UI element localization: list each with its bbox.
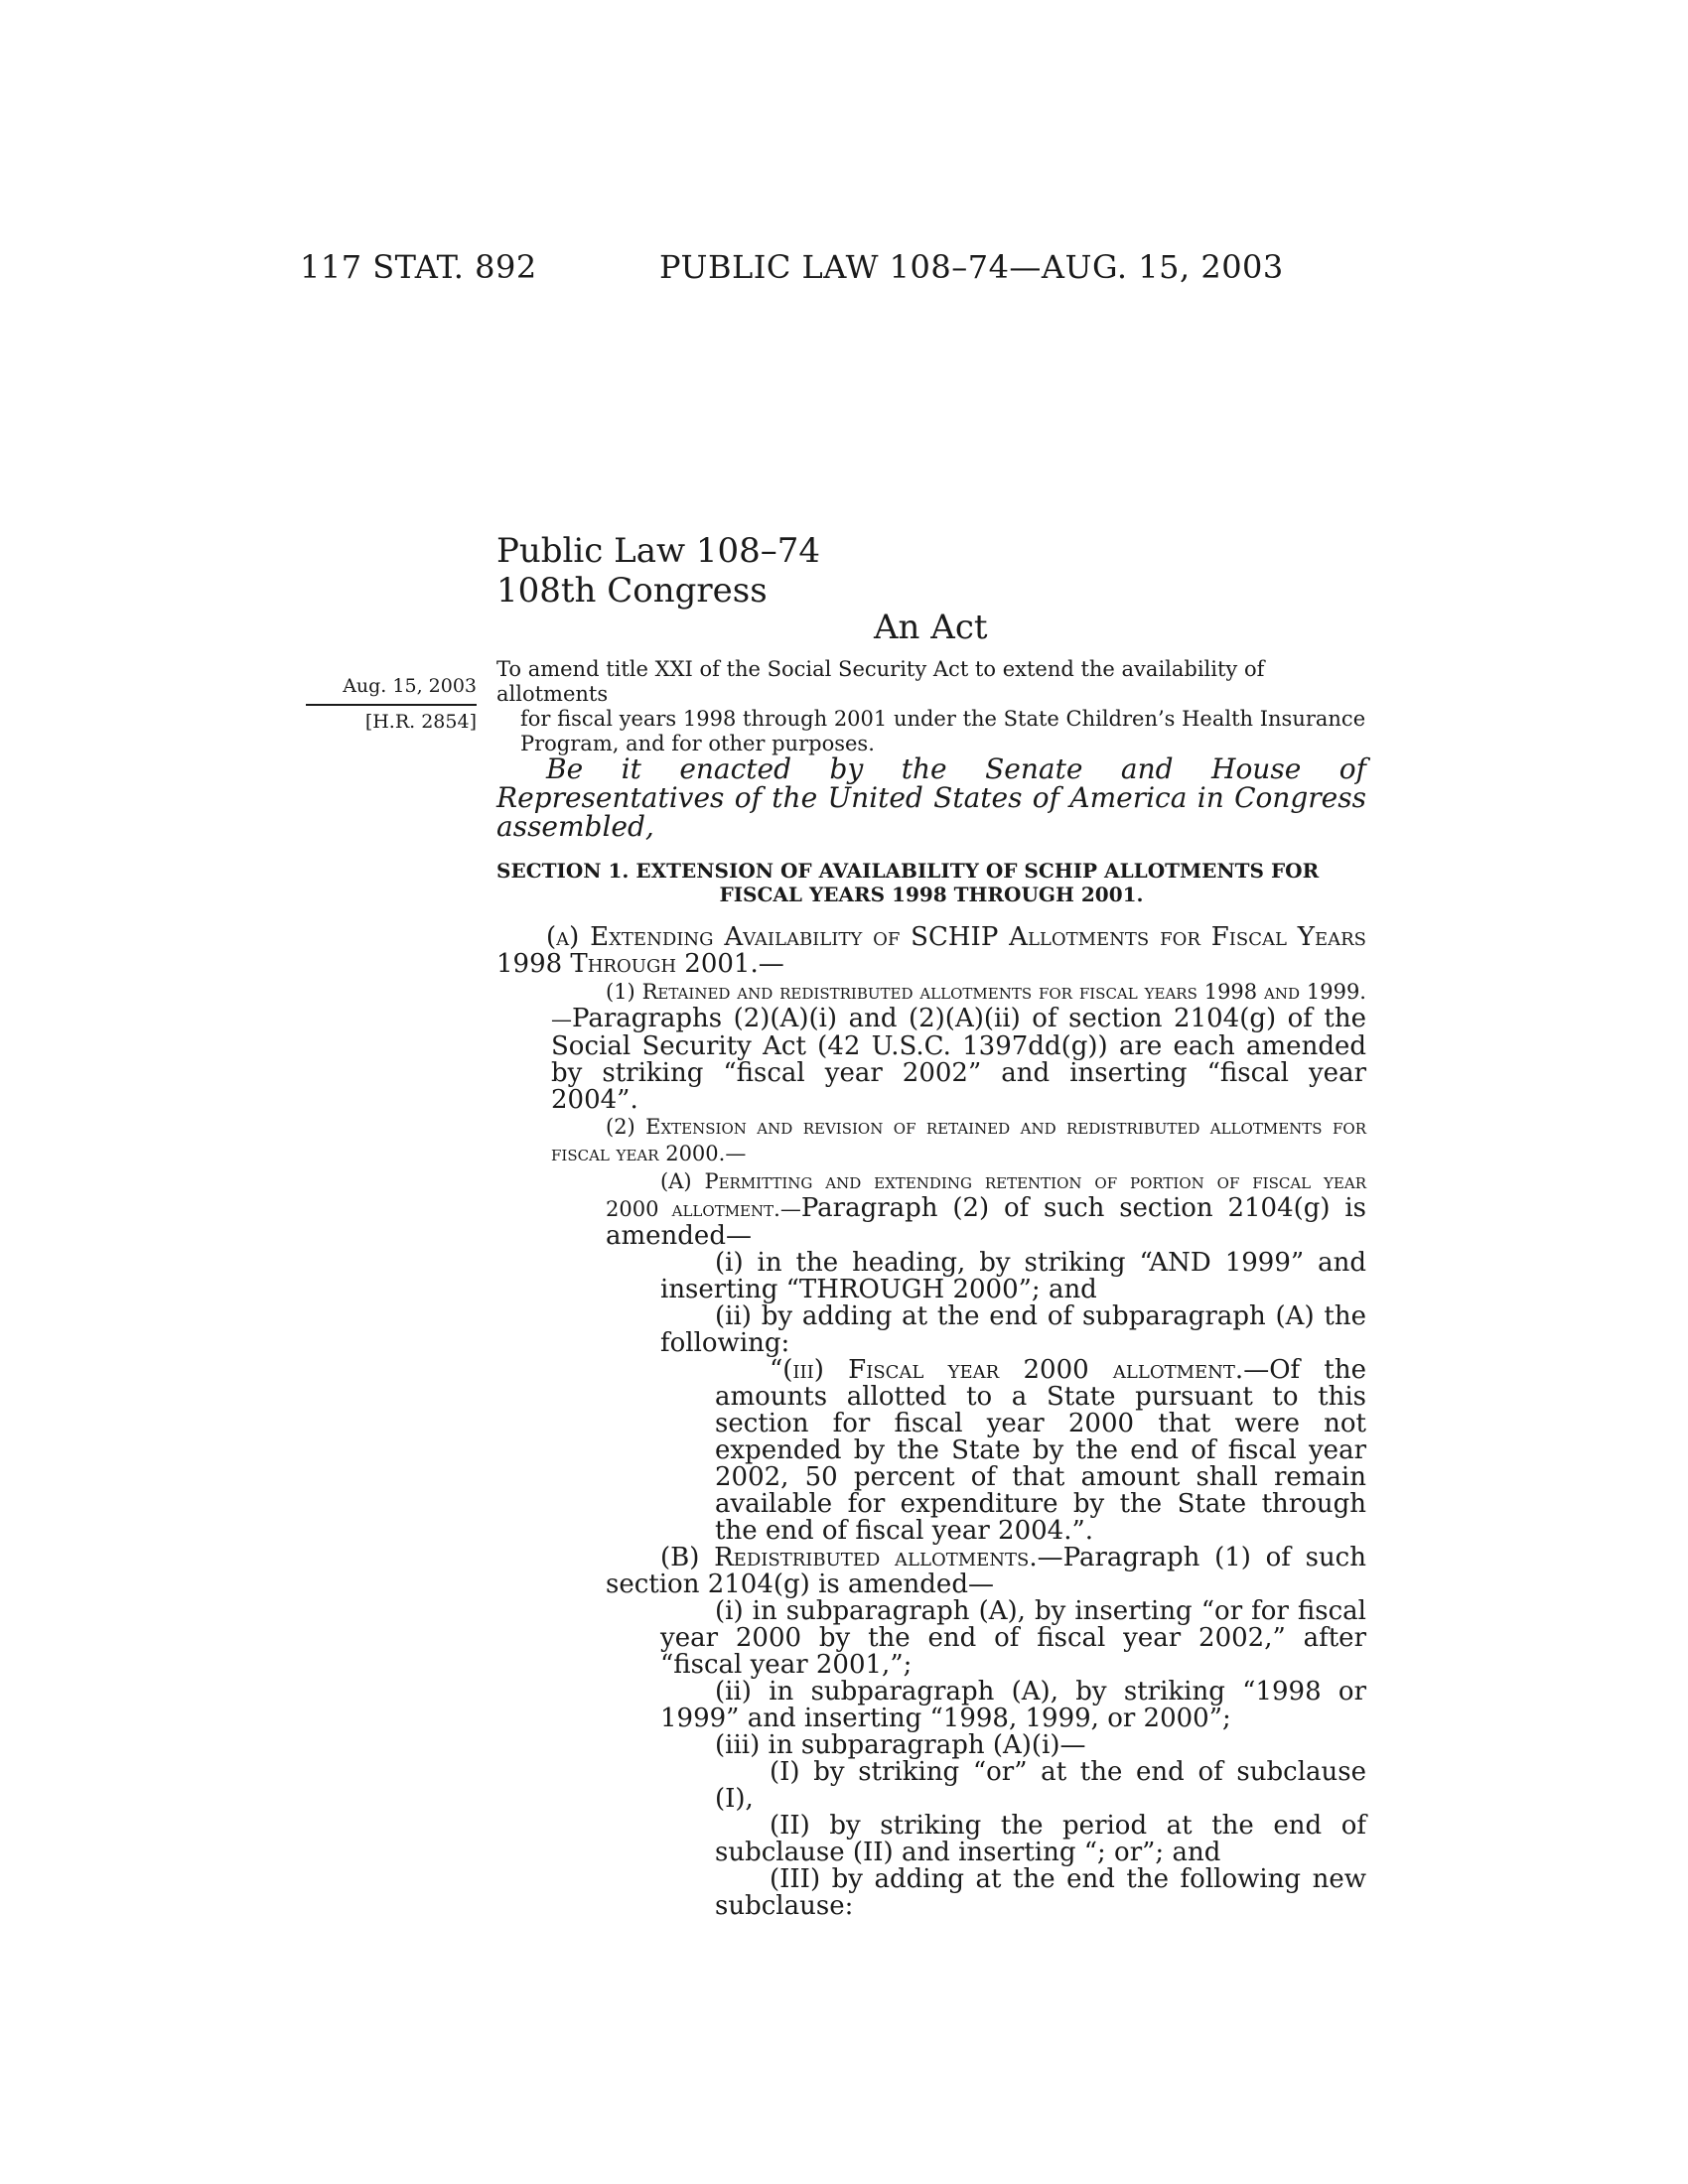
purpose-line-1: To amend title XXI of the Social Security Act to extend the availability of allotments xyxy=(496,657,1265,706)
public-law-title: Public Law 108–74 xyxy=(496,531,821,571)
quoted-clause-iii-text: Of the amounts allotted to a State pursuant to this section for fiscal year 2000 that were not expended by the State by the end of fiscal year 2002, 50 percent of that amount shall remain available for expenditure by the State through the end of fiscal year 2004.”. xyxy=(715,1355,1366,1546)
clause-a-i: (i) in the heading, by striking “AND 1999” and inserting “THROUGH 2000”; and xyxy=(660,1248,1366,1304)
purpose-line-3: Program, and for other purposes. xyxy=(520,732,875,755)
section-heading-line-2: FISCAL YEARS 1998 THROUGH 2001. xyxy=(719,883,1144,906)
enacting-clause: Be it enacted by the Senate and House of Representatives of the United States of America in Congress assembled, xyxy=(496,752,1366,843)
margin-note xyxy=(298,672,477,736)
quoted-clause-iii-heading: “(iii) Fiscal year 2000 allotment.— xyxy=(770,1355,1270,1385)
subparagraph-b xyxy=(606,1545,1366,1598)
clause-b-ii: (ii) in subparagraph (A), by striking “1998 or 1999” and inserting “1998, 1999, or 2000”; xyxy=(660,1677,1366,1733)
congress-title: 108th Congress xyxy=(496,571,768,611)
paragraph-1 xyxy=(551,978,1366,1114)
subparagraph-b-text: Paragraph (1) of such section 2104(g) is amended— xyxy=(606,1543,1366,1599)
stat-page-number: 117 STAT. 892 xyxy=(300,248,537,286)
subparagraph-a-text: Paragraph (2) of such section 2104(g) is amended— xyxy=(606,1193,1366,1251)
subparagraph-a-heading: (A) Permitting and extending retention of portion of fiscal year 2000 allotment.— xyxy=(606,1169,1366,1221)
title-block xyxy=(496,531,820,611)
clause-b-i: (i) in subparagraph (A), by inserting “or for fiscal year 2000 by the end of fiscal year 2002,” after “fiscal year 2001,”; xyxy=(660,1596,1366,1680)
subparagraph-a xyxy=(606,1167,1366,1250)
purpose-line-2: for fiscal years 1998 through 2001 under the State Children’s Health Insurance xyxy=(520,707,1366,731)
purpose-clause xyxy=(496,657,1366,756)
paragraph-2-heading: (2) Extension and revision of retained and redistributed allotments for fiscal year 2000.— xyxy=(551,1115,1366,1165)
section-heading-line-1: SECTION 1. EXTENSION OF AVAILABILITY OF SCHIP ALLOTMENTS FOR xyxy=(496,859,1320,883)
act-heading: An Act xyxy=(874,608,988,647)
subclause-I: (I) by striking “or” at the end of subclause (I), xyxy=(715,1757,1366,1814)
section-heading xyxy=(496,859,1366,906)
subsection-a-heading: (a) Extending Availability of SCHIP Allotments for Fiscal Years 1998 Through 2001.— xyxy=(496,922,1366,979)
subclause-II: (II) by striking the period at the end of subclause (II) and inserting “; or”; and xyxy=(715,1811,1366,1867)
margin-date: Aug. 15, 2003 xyxy=(343,675,477,697)
paragraph-1-heading: (1) Retained and redistributed allotments for fiscal years 1998 and 1999.— xyxy=(551,980,1366,1031)
subclause-III: (III) by adding at the end the following new subclause: xyxy=(715,1864,1366,1921)
clause-b-iii: (iii) in subparagraph (A)(i)— xyxy=(715,1730,1086,1760)
running-header: PUBLIC LAW 108–74—AUG. 15, 2003 xyxy=(659,248,1284,286)
bill-body xyxy=(496,754,1366,1920)
clause-a-ii: (ii) by adding at the end of subparagraph (A) the following: xyxy=(660,1301,1366,1358)
subparagraph-b-heading: (B) Redistributed allotments.— xyxy=(660,1543,1063,1572)
margin-bill-number: [H.R. 2854] xyxy=(306,704,477,736)
quoted-clause-iii xyxy=(715,1357,1366,1545)
paragraph-1-text: Paragraphs (2)(A)(i) and (2)(A)(ii) of section 2104(g) of the Social Security Act (42 U.S.C. 1397dd(g)) are each amended by striking “fiscal year 2002” and inserting “fiscal year 2004”. xyxy=(551,1004,1366,1115)
